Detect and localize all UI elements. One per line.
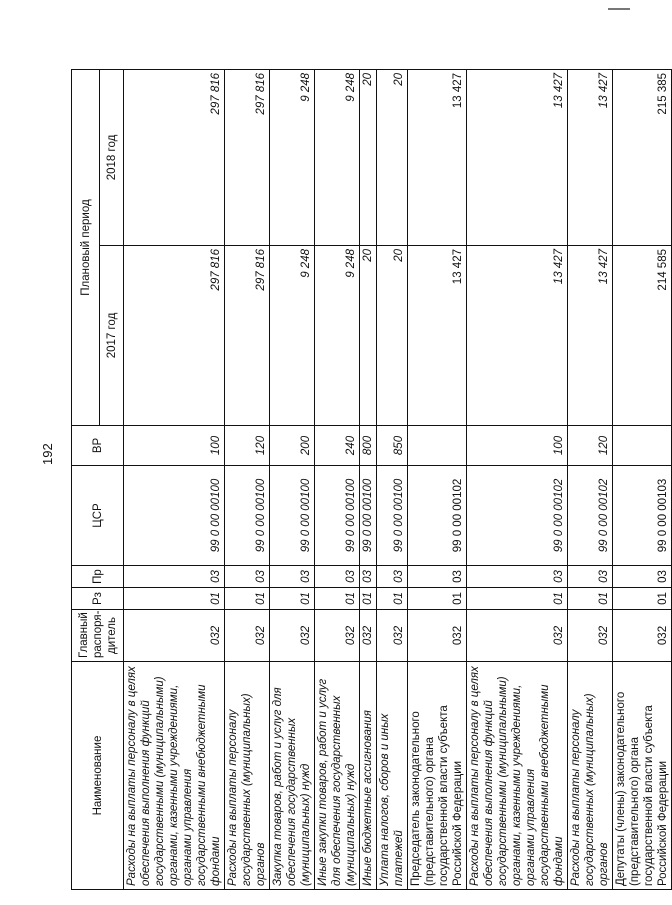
table-row [360,69,377,889]
header-pr: Пр [72,566,124,588]
table-row [377,69,408,889]
row-csr: 99 0 00 00102 [568,466,613,566]
row-2018: 297 816 [225,69,270,245]
row-2018: 215 385 [613,69,672,245]
row-2017: 297 816 [225,246,270,426]
row-rz: 01 [315,588,360,610]
row-vr [613,426,672,466]
row-gr: 032 [377,610,408,662]
row-pr: 03 [124,566,225,588]
row-pr: 03 [270,566,315,588]
row-pr: 03 [377,566,408,588]
row-gr: 032 [124,610,225,662]
row-vr: 120 [568,426,613,466]
row-name: Закупка товаров, работ и услуг для обеспечения государственных (муниципальных) нужд [270,662,315,890]
row-2017: 13 427 [568,246,613,426]
row-vr: 800 [360,426,377,466]
table-body [124,69,672,889]
row-rz: 01 [124,588,225,610]
row-name: Иные бюджетные ассигнования [360,662,377,890]
row-csr: 99 0 00 00100 [377,466,408,566]
row-name: Депутаты (члены) законодательного (представительного) органа государственной власти субъекта Российской Федерации [613,662,672,890]
row-name: Расходы на выплаты персоналу в целях обеспечения выполнения функций государственными (муниципальными) органами, казенными учреждениями, органами управления государственными внебюджетными фондами [467,662,568,890]
row-gr: 032 [270,610,315,662]
row-pr: 03 [360,566,377,588]
row-2018: 20 [360,69,377,245]
row-rz: 01 [360,588,377,610]
row-pr: 03 [315,566,360,588]
row-gr: 032 [315,610,360,662]
table-row [467,69,568,889]
row-gr: 032 [408,610,467,662]
header-2018: 2018 год [100,69,124,245]
row-vr: 240 [315,426,360,466]
table-row [408,69,467,889]
row-2018: 9 248 [315,69,360,245]
header-vr: ВР [72,426,124,466]
row-vr: 100 [124,426,225,466]
row-name: Уплата налогов, сборов и иных платежей [377,662,408,890]
row-2017: 297 816 [124,246,225,426]
row-2017: 214 585 [613,246,672,426]
row-gr: 032 [467,610,568,662]
row-2017: 20 [360,246,377,426]
row-rz: 01 [613,588,672,610]
row-csr: 99 0 00 00100 [124,466,225,566]
row-csr: 99 0 00 00100 [225,466,270,566]
table-row [270,69,315,889]
row-csr: 99 0 00 00103 [613,466,672,566]
row-gr: 032 [225,610,270,662]
row-csr: 99 0 00 00102 [408,466,467,566]
row-name: Иные закупки товаров, работ и услуг для обеспечения государственных (муниципальных) нужд [315,662,360,890]
row-name: Расходы на выплаты персоналу в целях обеспечения выполнения функций государственными (муниципальными) органами, казенными учреждениями, органами управления государственными внебюджетными фондами [124,662,225,890]
budget-table-rotated [71,70,669,890]
row-vr: 850 [377,426,408,466]
row-pr: 03 [225,566,270,588]
table-row [613,69,672,889]
row-csr: 99 0 00 00100 [315,466,360,566]
header-rz: Рз [72,588,124,610]
row-2018: 13 427 [408,69,467,245]
table-row [315,69,360,889]
row-pr: 03 [613,566,672,588]
header-2017: 2017 год [100,246,124,426]
row-gr: 032 [360,610,377,662]
table-row [124,69,225,889]
table-row [568,69,613,889]
header-plan: Плановый период [72,69,100,425]
row-2017: 9 248 [270,246,315,426]
row-rz: 01 [408,588,467,610]
row-gr: 032 [568,610,613,662]
row-2018: 13 427 [467,69,568,245]
row-vr: 120 [225,426,270,466]
row-name: Председатель законодательного (представительного) органа государственной власти субъекта Российской Федерации [408,662,467,890]
row-name: Расходы на выплаты персоналу государственных (муниципальных) органов [225,662,270,890]
row-pr: 03 [568,566,613,588]
row-rz: 01 [270,588,315,610]
header-gr: Главный распоря-дитель [72,610,124,662]
row-pr: 03 [467,566,568,588]
row-rz: 01 [225,588,270,610]
row-2017: 9 248 [315,246,360,426]
budget-table [71,69,672,890]
row-csr: 99 0 00 00102 [467,466,568,566]
row-2017: 20 [377,246,408,426]
row-2017: 13 427 [467,246,568,426]
row-rz: 01 [568,588,613,610]
row-2018: 20 [377,69,408,245]
row-name: Расходы на выплаты персоналу государственных (муниципальных) органов [568,662,613,890]
row-csr: 99 0 00 00100 [360,466,377,566]
row-vr [408,426,467,466]
header-csr: ЦСР [72,466,124,566]
row-rz: 01 [377,588,408,610]
page-corner-mark [608,8,630,10]
row-2018: 13 427 [568,69,613,245]
row-gr: 032 [613,610,672,662]
row-vr: 100 [467,426,568,466]
row-2018: 9 248 [270,69,315,245]
row-rz: 01 [467,588,568,610]
table-row [225,69,270,889]
row-csr: 99 0 00 00100 [270,466,315,566]
row-vr: 200 [270,426,315,466]
row-pr: 03 [408,566,467,588]
row-2018: 297 816 [124,69,225,245]
header-name: Наименование [72,662,124,890]
row-2017: 13 427 [408,246,467,426]
